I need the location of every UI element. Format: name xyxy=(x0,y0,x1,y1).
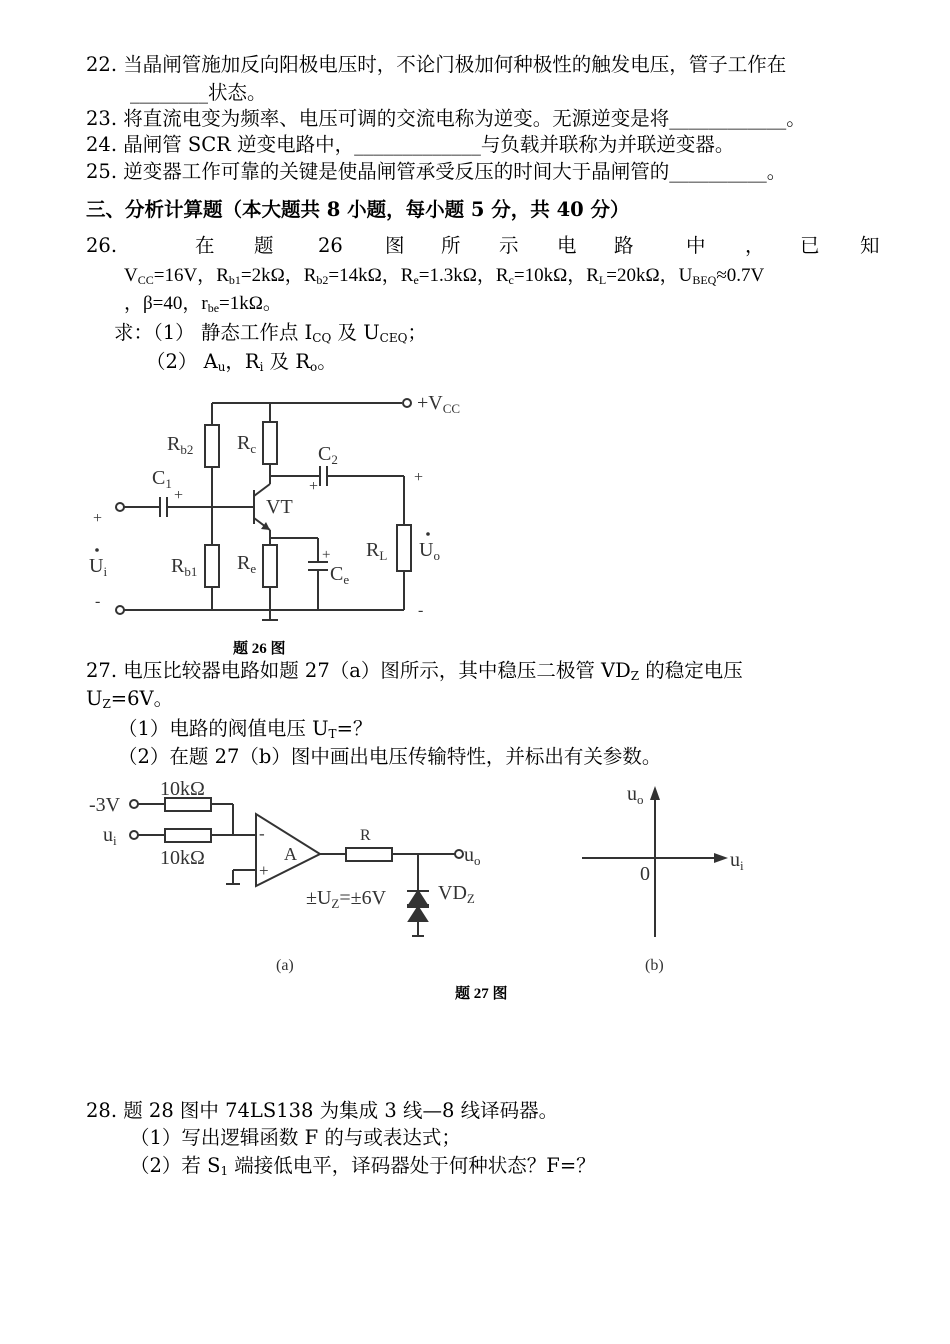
svg-text:RL: $R_L$ xyxy=(366,539,388,563)
fig27a-comparator xyxy=(85,775,505,980)
q27-line2: $U_Z=6V$。 xyxy=(86,687,174,711)
svg-text:+: + xyxy=(93,510,103,527)
fig27b-axes xyxy=(575,775,765,980)
svg-text:Ui: $U_i$ xyxy=(89,555,108,579)
fig26-caption: 题 26 图 xyxy=(233,641,286,657)
section3-heading: 三、分析计算题（本大题共 8 小题，每小题 5 分，共 40 分） xyxy=(86,198,630,221)
fig26-circuit xyxy=(80,385,500,635)
svg-text:R: R xyxy=(360,827,371,844)
svg-text:-3V: -3V xyxy=(89,794,121,816)
svg-text:-: - xyxy=(95,593,101,610)
q24: 24. 晶闸管 SCR 逆变电路中，_____________与负载并联称为并联逆变器。 xyxy=(86,133,735,156)
svg-text:0: 0 xyxy=(640,863,650,885)
svg-text:Re: $R_e$ xyxy=(237,552,257,576)
q27-ask1: （1）电路的阀值电压 $U_T=$？ xyxy=(118,717,373,741)
svg-text:VDZ: $VD_Z$ xyxy=(438,882,475,906)
svg-text:Uo: $U_o$ xyxy=(419,539,440,563)
svg-text:C1: $C_1$ xyxy=(152,467,172,491)
svg-text:Rb2: $R_{b2}$ xyxy=(167,433,194,457)
svg-text:+VCC: $+V_{CC}$ xyxy=(417,392,461,416)
svg-text:+: + xyxy=(414,469,424,486)
svg-text:10kΩ: 10kΩ xyxy=(160,778,205,800)
q28-ask2: （2）若 $S_1$ 端接低电平，译码器处于何种状态？F=？ xyxy=(130,1154,596,1178)
svg-text:-: - xyxy=(259,824,265,843)
q22-line1: 22. 当晶闸管施加反向阳极电压时，不论门极加何种极性的触发电压，管子工作在 xyxy=(86,53,787,76)
q26-lead: 在 题 26 图 所 示 电 路 中 ， 已 知 xyxy=(195,234,880,257)
fig27-caption: 题 27 图 xyxy=(455,986,508,1002)
svg-text:VT: VT xyxy=(266,496,293,518)
svg-text:uo: $u_o$ xyxy=(627,783,644,807)
svg-text:Rb1: $R_{b1}$ xyxy=(171,555,198,579)
svg-text:+: + xyxy=(259,861,269,880)
q23: 23. 将直流电变为频率、电压可调的交流电称为逆变。无源逆变是将____________。 xyxy=(86,107,806,130)
svg-text:C2: $C_2$ xyxy=(318,443,338,467)
svg-text:+: + xyxy=(174,487,184,504)
q26-params-line2: ，β=40，$r_{be}=1k\Omega$。 xyxy=(124,293,282,315)
svg-text:+: + xyxy=(309,478,319,495)
svg-text:Ce: $C_e$ xyxy=(330,563,350,587)
q26-number: 26. xyxy=(86,234,118,257)
svg-text:10kΩ: 10kΩ xyxy=(160,847,205,869)
q22-line2: ________状态。 xyxy=(130,81,267,104)
q27-line1: 27. 电压比较器电路如题 27（a）图所示，其中稳压二极管 $VD_Z$ 的稳定电压 xyxy=(86,659,743,683)
svg-text:±UZ=±6V: $\pm U_Z=\pm 6V$ xyxy=(306,887,387,911)
svg-text:Rc: $R_c$ xyxy=(237,432,257,456)
svg-text:(a): (a) xyxy=(276,957,294,974)
svg-text:(b): (b) xyxy=(645,957,664,974)
svg-text:ui: $u_i$ xyxy=(730,849,744,873)
svg-text:-: - xyxy=(418,602,424,619)
q28-line1: 28. 题 28 图中 74LS138 为集成 3 线—8 线译码器。 xyxy=(86,1099,559,1122)
q26-params-line1: $V_{CC}=16V$，$R_{b1}=2k\Omega$，$R_{b2}=14k\Omega$，$R_e=1.3k\Omega$，$R_c=10k\Omega$，$R_L=20k\Omega$，$U_{BEQ}\approx 0.7V$ xyxy=(124,265,765,287)
q25: 25. 逆变器工作可靠的关键是使晶闸管承受反压的时间大于晶闸管的__________。 xyxy=(86,160,787,183)
svg-text:A: A xyxy=(284,844,297,864)
q27-ask2: （2）在题 27（b）图中画出电压传输特性，并标出有关参数。 xyxy=(118,745,662,768)
q26-ask2: （2） $A_u$，$R_i$ 及 $R_o$。 xyxy=(146,350,337,374)
svg-text:ui: $u_i$ xyxy=(103,824,117,848)
svg-text:uo: $u_o$ xyxy=(464,844,481,868)
q26-ask1: 求：（1） 静态工作点 $I_{CQ}$ 及 $U_{CEQ}$； xyxy=(114,321,427,345)
q28-ask1: （1）写出逻辑函数 F 的与或表达式； xyxy=(130,1126,461,1149)
svg-text:+: + xyxy=(322,547,331,563)
